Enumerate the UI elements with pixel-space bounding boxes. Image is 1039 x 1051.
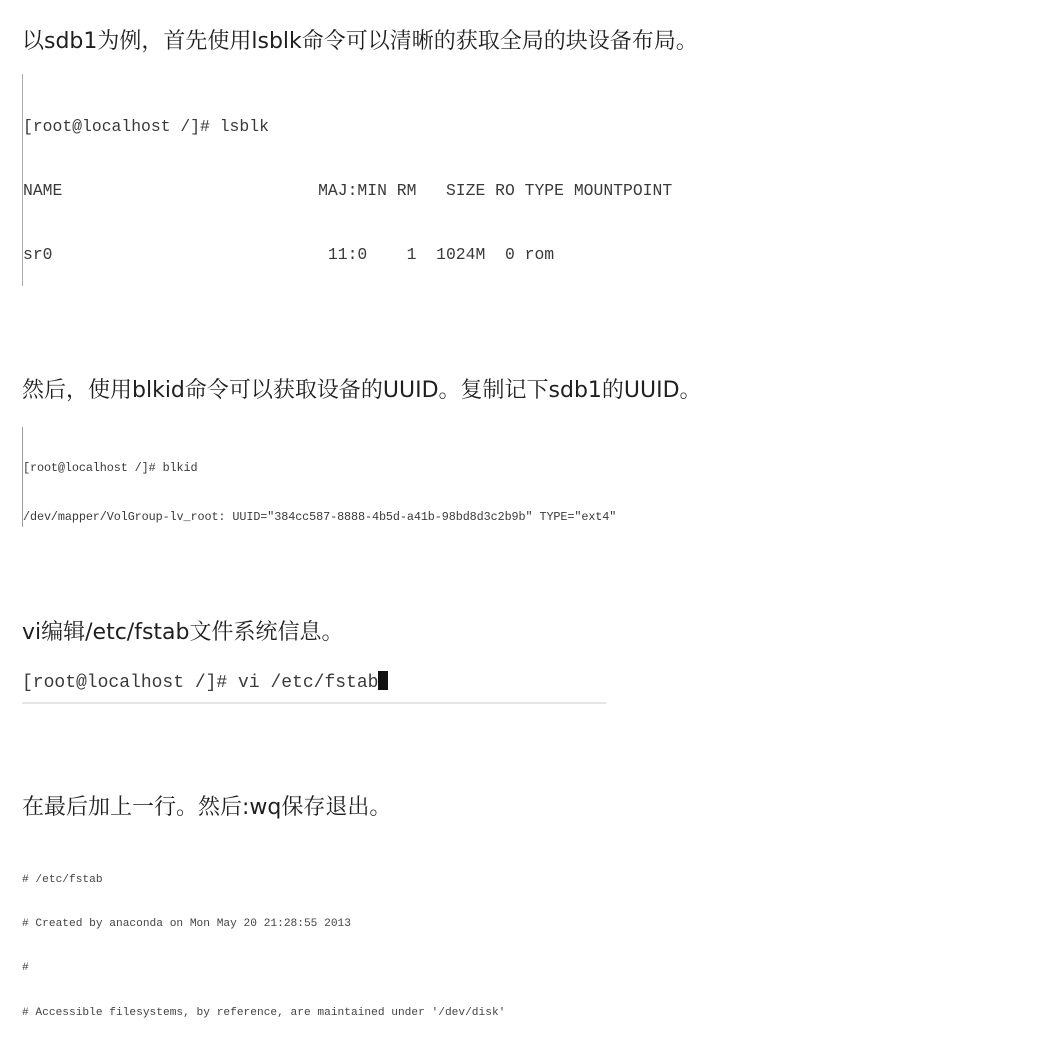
terminal-line: [root@localhost /]# vi /etc/fstab bbox=[22, 673, 379, 693]
lsblk-screenshot bbox=[22, 74, 763, 286]
terminal-line: sr0 11:0 1 1024M 0 rom bbox=[23, 244, 555, 264]
terminal-line: [root@localhost /]# lsblk bbox=[23, 117, 269, 137]
cursor-block-icon bbox=[378, 671, 388, 690]
fstab-screenshot bbox=[22, 843, 782, 1051]
terminal-line: # Created by anaconda on Mon May 20 21:28:55 2013 bbox=[22, 917, 351, 930]
paragraph-vi-intro: vi编辑/etc/fstab文件系统信息。 bbox=[22, 620, 344, 645]
terminal-line: [root@localhost /]# blkid bbox=[23, 460, 198, 475]
terminal-line: /dev/mapper/VolGroup-lv_root: UUID="384cc587-8888-4b5d-a41b-98bd8d3c2b9b" TYPE="ext4" bbox=[23, 510, 617, 525]
blkid-screenshot bbox=[22, 427, 783, 527]
vi-command-screenshot bbox=[22, 668, 606, 704]
terminal-line: # /etc/fstab bbox=[22, 873, 103, 886]
terminal-line: # Accessible filesystems, by reference, are maintained under '/dev/disk' bbox=[22, 1006, 506, 1019]
terminal-line: NAME MAJ:MIN RM SIZE RO TYPE MOUNTPOINT bbox=[23, 181, 673, 201]
paragraph-lsblk-intro: 以sdb1为例，首先使用lsblk命令可以清晰的获取全局的块设备布局。 bbox=[22, 29, 698, 54]
paragraph-blkid-intro: 然后，使用blkid命令可以获取设备的UUID。复制记下sdb1的UUID。 bbox=[22, 378, 702, 403]
paragraph-fstab-intro: 在最后加上一行。然后:wq保存退出。 bbox=[22, 795, 392, 820]
terminal-line: # bbox=[22, 962, 29, 975]
